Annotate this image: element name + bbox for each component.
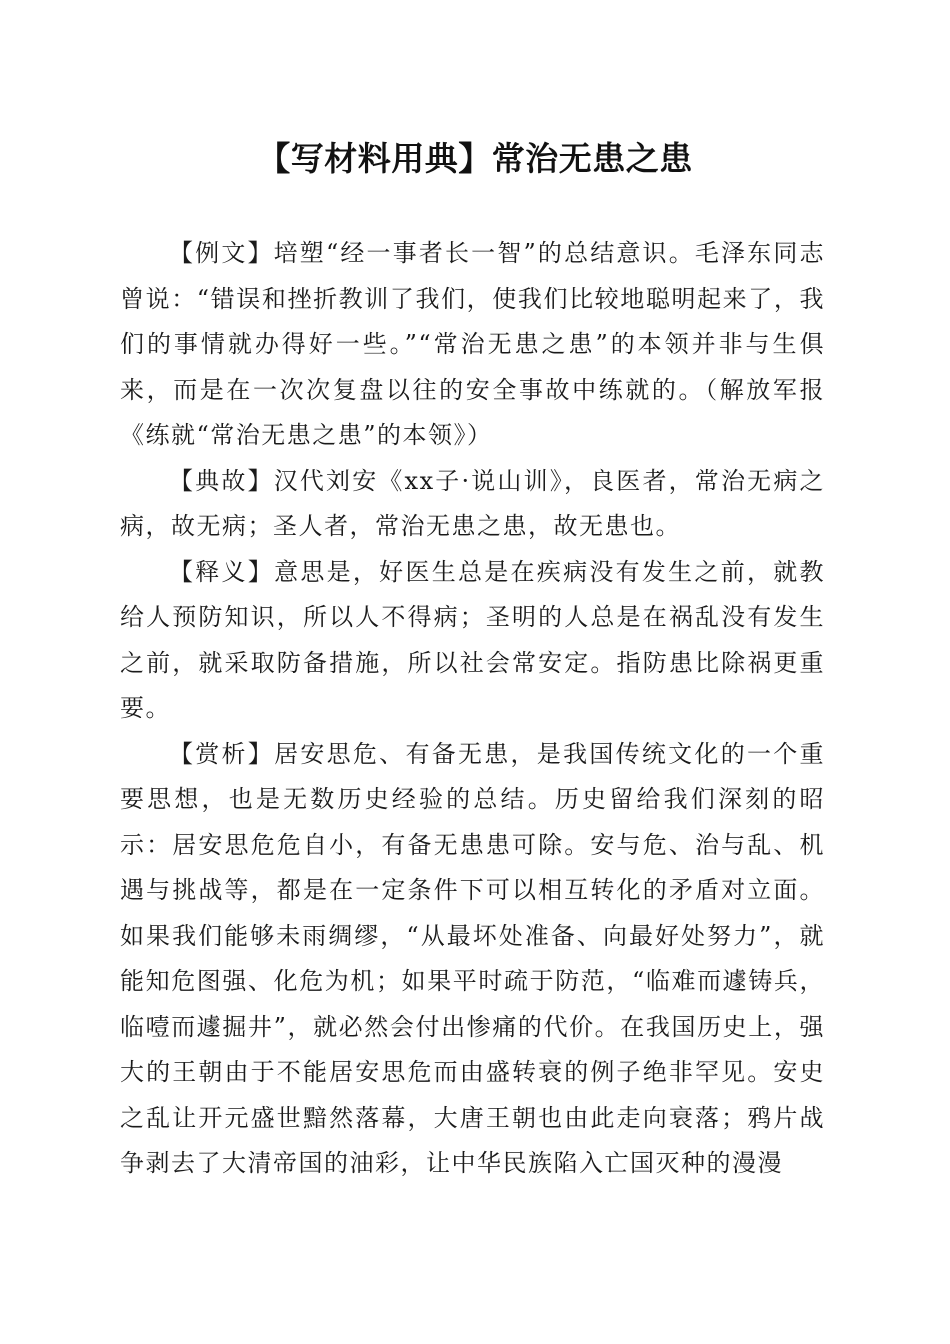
paragraph-text: 居安思危、有备无患，是我国传统文化的一个重要思想，也是无数历史经验的总结。历史留给我们深刻的昭示：居安思危危自小，有备无患患可除。安与危、治与乱、机遇与挑战等，都是在一定条件下可以相互转化的矛盾对立面。如果我们能够未雨绸缪，“从最坏处准备、向最好处努力”，就能知危图强、化危为机；如果平时疏于防范，“临难而遽铸兵，临噎而遽掘井”，就必然会付出惨痛的代价。在我国历史上，强大的王朝由于不能居安思危而由盛转衰的例子绝非罕见。安史之乱让开元盛世黯然落幕，大唐王朝也由此走向衰落；鸦片战争剥去了大清帝国的油彩，让中华民族陷入亡国灭种的漫漫 [120,739,826,1177]
paragraph-text: 培塑“经一事者长一智”的总结意识。毛泽东同志曾说：“错误和挫折教训了我们，使我们比较地聪明起来了，我们的事情就办得好一些。”“常治无患之患”的本领并非与生俱来，而是在一次次复盘以往的安全事故中练就的。（解放军报《练就“常治无患之患”的本领》） [120,239,825,449]
document-body [120,231,825,1187]
paragraph-meaning [120,550,825,732]
paragraph-tag: 【例文】 [169,239,274,267]
paragraph-allusion [120,459,825,550]
paragraph-tag: 【典故】 [169,466,274,495]
paragraph-example [120,231,825,459]
paragraph-tag: 【释义】 [169,557,275,586]
paragraph-text: 意思是，好医生总是在疾病没有发生之前，就教给人预防知识，所以人不得病；圣明的人总是在祸乱没有发生之前，就采取防备措施，所以社会常安定。指防患比除祸更重要。 [120,557,826,722]
paragraph-appreciation [120,732,825,1187]
document-title: 【写材料用典】常治无患之患 [257,139,693,178]
paragraph-tag: 【赏析】 [169,739,275,768]
paragraph-text: 汉代刘安《xx子·说山训》，良医者，常治无病之病，故无病；圣人者，常治无患之患，故无患也。 [120,466,825,540]
